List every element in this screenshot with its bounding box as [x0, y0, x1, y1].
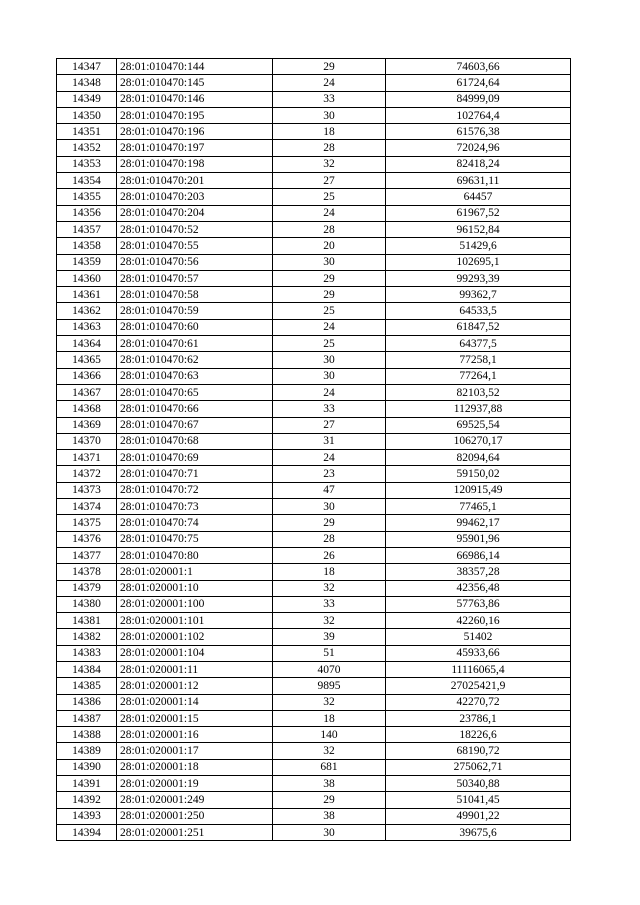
area-cell: 32 [273, 694, 386, 710]
row-number-cell: 14383 [57, 645, 117, 661]
table-row [57, 499, 571, 515]
area-cell: 30 [273, 824, 386, 840]
cadastral-value-cell: 64533,5 [386, 303, 571, 319]
area-cell: 27 [273, 173, 386, 189]
table-row [57, 287, 571, 303]
cadastral-value-cell: 275062,71 [386, 759, 571, 775]
cadastral-value-cell: 74603,66 [386, 59, 571, 75]
row-number-cell: 14388 [57, 727, 117, 743]
cadastral-number-cell: 28:01:020001:14 [117, 694, 273, 710]
area-cell: 28 [273, 531, 386, 547]
table-row [57, 336, 571, 352]
row-number-cell: 14347 [57, 59, 117, 75]
area-cell: 33 [273, 596, 386, 612]
table-row [57, 792, 571, 808]
row-number-cell: 14360 [57, 270, 117, 286]
table-row [57, 613, 571, 629]
table-body [57, 59, 571, 841]
cadastral-value-cell: 102695,1 [386, 254, 571, 270]
cadastral-value-cell: 66986,14 [386, 547, 571, 563]
cadastral-value-cell: 77264,1 [386, 368, 571, 384]
table-row [57, 91, 571, 107]
area-cell: 30 [273, 352, 386, 368]
cadastral-value-cell: 82094,64 [386, 450, 571, 466]
row-number-cell: 14348 [57, 75, 117, 91]
row-number-cell: 14369 [57, 417, 117, 433]
cadastral-number-cell: 28:01:010470:74 [117, 515, 273, 531]
table-row [57, 59, 571, 75]
cadastral-value-cell: 39675,6 [386, 824, 571, 840]
row-number-cell: 14389 [57, 743, 117, 759]
table-row [57, 401, 571, 417]
table-row [57, 303, 571, 319]
row-number-cell: 14366 [57, 368, 117, 384]
row-number-cell: 14372 [57, 466, 117, 482]
table-row [57, 417, 571, 433]
cadastral-number-cell: 28:01:020001:249 [117, 792, 273, 808]
row-number-cell: 14352 [57, 140, 117, 156]
row-number-cell: 14374 [57, 499, 117, 515]
cadastral-number-cell: 28:01:010470:201 [117, 173, 273, 189]
area-cell: 32 [273, 156, 386, 172]
cadastral-value-cell: 95901,96 [386, 531, 571, 547]
row-number-cell: 14357 [57, 221, 117, 237]
cadastral-value-cell: 45933,66 [386, 645, 571, 661]
cadastral-number-cell: 28:01:020001:16 [117, 727, 273, 743]
table-row [57, 140, 571, 156]
cadastral-value-cell: 120915,49 [386, 482, 571, 498]
cadastral-number-cell: 28:01:010470:68 [117, 433, 273, 449]
row-number-cell: 14368 [57, 401, 117, 417]
table-row [57, 205, 571, 221]
table-row [57, 661, 571, 677]
cadastral-number-cell: 28:01:020001:19 [117, 776, 273, 792]
area-cell: 24 [273, 319, 386, 335]
cadastral-value-cell: 77258,1 [386, 352, 571, 368]
cadastral-number-cell: 28:01:020001:11 [117, 661, 273, 677]
table-row [57, 270, 571, 286]
cadastral-value-cell: 51402 [386, 629, 571, 645]
area-cell: 32 [273, 743, 386, 759]
cadastral-number-cell: 28:01:010470:61 [117, 336, 273, 352]
table-row [57, 694, 571, 710]
cadastral-value-cell: 96152,84 [386, 221, 571, 237]
area-cell: 38 [273, 808, 386, 824]
cadastral-value-cell: 42260,16 [386, 613, 571, 629]
cadastral-number-cell: 28:01:010470:196 [117, 124, 273, 140]
row-number-cell: 14391 [57, 776, 117, 792]
table-row [57, 352, 571, 368]
table-row [57, 75, 571, 91]
cadastral-number-cell: 28:01:010470:58 [117, 287, 273, 303]
cadastral-number-cell: 28:01:020001:18 [117, 759, 273, 775]
cadastral-value-cell: 59150,02 [386, 466, 571, 482]
cadastral-number-cell: 28:01:010470:203 [117, 189, 273, 205]
cadastral-value-cell: 68190,72 [386, 743, 571, 759]
row-number-cell: 14364 [57, 336, 117, 352]
cadastral-number-cell: 28:01:020001:250 [117, 808, 273, 824]
area-cell: 51 [273, 645, 386, 661]
cadastral-value-cell: 23786,1 [386, 710, 571, 726]
table-row [57, 156, 571, 172]
cadastral-number-cell: 28:01:010470:145 [117, 75, 273, 91]
cadastral-value-cell: 38357,28 [386, 564, 571, 580]
cadastral-number-cell: 28:01:010470:71 [117, 466, 273, 482]
cadastral-value-cell: 51429,6 [386, 238, 571, 254]
table-row [57, 678, 571, 694]
area-cell: 31 [273, 433, 386, 449]
area-cell: 9895 [273, 678, 386, 694]
cadastral-value-cell: 50340,88 [386, 776, 571, 792]
row-number-cell: 14375 [57, 515, 117, 531]
cadastral-number-cell: 28:01:010470:204 [117, 205, 273, 221]
table-row [57, 466, 571, 482]
row-number-cell: 14376 [57, 531, 117, 547]
area-cell: 18 [273, 564, 386, 580]
cadastral-value-cell: 106270,17 [386, 433, 571, 449]
row-number-cell: 14387 [57, 710, 117, 726]
cadastral-number-cell: 28:01:010470:60 [117, 319, 273, 335]
area-cell: 25 [273, 303, 386, 319]
cadastral-value-cell: 102764,4 [386, 107, 571, 123]
table-row [57, 254, 571, 270]
cadastral-value-cell: 42270,72 [386, 694, 571, 710]
cadastral-value-cell: 77465,1 [386, 499, 571, 515]
cadastral-value-cell: 61967,52 [386, 205, 571, 221]
cadastral-number-cell: 28:01:010470:57 [117, 270, 273, 286]
area-cell: 24 [273, 75, 386, 91]
row-number-cell: 14353 [57, 156, 117, 172]
row-number-cell: 14393 [57, 808, 117, 824]
row-number-cell: 14363 [57, 319, 117, 335]
table-row [57, 743, 571, 759]
area-cell: 28 [273, 140, 386, 156]
row-number-cell: 14354 [57, 173, 117, 189]
cadastral-number-cell: 28:01:010470:75 [117, 531, 273, 547]
cadastral-number-cell: 28:01:010470:52 [117, 221, 273, 237]
cadastral-number-cell: 28:01:010470:62 [117, 352, 273, 368]
row-number-cell: 14350 [57, 107, 117, 123]
area-cell: 30 [273, 499, 386, 515]
area-cell: 29 [273, 287, 386, 303]
cadastral-number-cell: 28:01:020001:12 [117, 678, 273, 694]
area-cell: 24 [273, 384, 386, 400]
cadastral-number-cell: 28:01:010470:73 [117, 499, 273, 515]
cadastral-value-cell: 11116065,4 [386, 661, 571, 677]
cadastral-number-cell: 28:01:010470:146 [117, 91, 273, 107]
area-cell: 29 [273, 792, 386, 808]
cadastral-number-cell: 28:01:010470:195 [117, 107, 273, 123]
area-cell: 29 [273, 515, 386, 531]
area-cell: 39 [273, 629, 386, 645]
table-row [57, 124, 571, 140]
row-number-cell: 14386 [57, 694, 117, 710]
area-cell: 30 [273, 368, 386, 384]
area-cell: 20 [273, 238, 386, 254]
table-row [57, 515, 571, 531]
row-number-cell: 14356 [57, 205, 117, 221]
cadastral-number-cell: 28:01:020001:101 [117, 613, 273, 629]
table-row [57, 173, 571, 189]
area-cell: 24 [273, 450, 386, 466]
cadastral-value-cell: 69631,11 [386, 173, 571, 189]
row-number-cell: 14378 [57, 564, 117, 580]
row-number-cell: 14367 [57, 384, 117, 400]
table-row [57, 189, 571, 205]
cadastral-value-cell: 64457 [386, 189, 571, 205]
area-cell: 47 [273, 482, 386, 498]
cadastral-number-cell: 28:01:010470:63 [117, 368, 273, 384]
row-number-cell: 14381 [57, 613, 117, 629]
area-cell: 23 [273, 466, 386, 482]
cadastral-value-cell: 82418,24 [386, 156, 571, 172]
cadastral-value-cell: 64377,5 [386, 336, 571, 352]
table-row [57, 368, 571, 384]
cadastral-value-cell: 42356,48 [386, 580, 571, 596]
area-cell: 4070 [273, 661, 386, 677]
row-number-cell: 14390 [57, 759, 117, 775]
row-number-cell: 14392 [57, 792, 117, 808]
row-number-cell: 14365 [57, 352, 117, 368]
area-cell: 140 [273, 727, 386, 743]
row-number-cell: 14370 [57, 433, 117, 449]
area-cell: 32 [273, 613, 386, 629]
cadastral-value-cell: 18226,6 [386, 727, 571, 743]
table-row [57, 238, 571, 254]
cadastral-number-cell: 28:01:010470:69 [117, 450, 273, 466]
area-cell: 26 [273, 547, 386, 563]
cadastral-number-cell: 28:01:010470:55 [117, 238, 273, 254]
cadastral-value-cell: 27025421,9 [386, 678, 571, 694]
cadastral-value-cell: 61576,38 [386, 124, 571, 140]
cadastral-number-cell: 28:01:020001:100 [117, 596, 273, 612]
area-cell: 27 [273, 417, 386, 433]
cadastral-number-cell: 28:01:010470:67 [117, 417, 273, 433]
row-number-cell: 14379 [57, 580, 117, 596]
cadastral-value-cell: 69525,54 [386, 417, 571, 433]
table-row [57, 450, 571, 466]
area-cell: 24 [273, 205, 386, 221]
cadastral-value-cell: 99362,7 [386, 287, 571, 303]
table-row [57, 710, 571, 726]
cadastral-number-cell: 28:01:010470:198 [117, 156, 273, 172]
table-row [57, 645, 571, 661]
cadastral-number-cell: 28:01:020001:17 [117, 743, 273, 759]
table-row [57, 759, 571, 775]
cadastral-number-cell: 28:01:020001:102 [117, 629, 273, 645]
row-number-cell: 14394 [57, 824, 117, 840]
area-cell: 25 [273, 189, 386, 205]
table-row [57, 221, 571, 237]
cadastral-number-cell: 28:01:020001:1 [117, 564, 273, 580]
table-row [57, 596, 571, 612]
area-cell: 30 [273, 107, 386, 123]
cadastral-value-cell: 112937,88 [386, 401, 571, 417]
cadastral-value-cell: 61724,64 [386, 75, 571, 91]
cadastral-value-cell: 84999,09 [386, 91, 571, 107]
cadastral-number-cell: 28:01:020001:104 [117, 645, 273, 661]
area-cell: 28 [273, 221, 386, 237]
cadastral-number-cell: 28:01:020001:10 [117, 580, 273, 596]
area-cell: 29 [273, 59, 386, 75]
cadastral-number-cell: 28:01:010470:59 [117, 303, 273, 319]
cadastral-number-cell: 28:01:010470:56 [117, 254, 273, 270]
area-cell: 18 [273, 710, 386, 726]
area-cell: 29 [273, 270, 386, 286]
table-row [57, 482, 571, 498]
row-number-cell: 14382 [57, 629, 117, 645]
area-cell: 30 [273, 254, 386, 270]
table-row [57, 433, 571, 449]
area-cell: 18 [273, 124, 386, 140]
row-number-cell: 14373 [57, 482, 117, 498]
row-number-cell: 14371 [57, 450, 117, 466]
table-row [57, 776, 571, 792]
table-row [57, 547, 571, 563]
row-number-cell: 14359 [57, 254, 117, 270]
table-row [57, 531, 571, 547]
row-number-cell: 14377 [57, 547, 117, 563]
cadastral-value-cell: 82103,52 [386, 384, 571, 400]
table-row [57, 580, 571, 596]
table-row [57, 629, 571, 645]
cadastral-number-cell: 28:01:020001:15 [117, 710, 273, 726]
table-row [57, 824, 571, 840]
row-number-cell: 14384 [57, 661, 117, 677]
cadastral-number-cell: 28:01:010470:197 [117, 140, 273, 156]
row-number-cell: 14351 [57, 124, 117, 140]
cadastral-value-cell: 72024,96 [386, 140, 571, 156]
cadastral-value-cell: 57763,86 [386, 596, 571, 612]
cadastral-number-cell: 28:01:010470:66 [117, 401, 273, 417]
cadastral-number-cell: 28:01:010470:72 [117, 482, 273, 498]
area-cell: 681 [273, 759, 386, 775]
row-number-cell: 14358 [57, 238, 117, 254]
cadastral-value-cell: 99293,39 [386, 270, 571, 286]
cadastral-value-cell: 49901,22 [386, 808, 571, 824]
table-row [57, 727, 571, 743]
land-parcels-table [56, 58, 571, 841]
cadastral-number-cell: 28:01:020001:251 [117, 824, 273, 840]
table-row [57, 808, 571, 824]
area-cell: 32 [273, 580, 386, 596]
cadastral-value-cell: 99462,17 [386, 515, 571, 531]
row-number-cell: 14362 [57, 303, 117, 319]
table-row [57, 564, 571, 580]
cadastral-value-cell: 51041,45 [386, 792, 571, 808]
row-number-cell: 14355 [57, 189, 117, 205]
area-cell: 25 [273, 336, 386, 352]
table-row [57, 384, 571, 400]
row-number-cell: 14361 [57, 287, 117, 303]
area-cell: 33 [273, 91, 386, 107]
row-number-cell: 14380 [57, 596, 117, 612]
cadastral-number-cell: 28:01:010470:65 [117, 384, 273, 400]
area-cell: 38 [273, 776, 386, 792]
table-row [57, 107, 571, 123]
row-number-cell: 14349 [57, 91, 117, 107]
cadastral-number-cell: 28:01:010470:80 [117, 547, 273, 563]
row-number-cell: 14385 [57, 678, 117, 694]
area-cell: 33 [273, 401, 386, 417]
cadastral-number-cell: 28:01:010470:144 [117, 59, 273, 75]
table-row [57, 319, 571, 335]
cadastral-value-cell: 61847,52 [386, 319, 571, 335]
